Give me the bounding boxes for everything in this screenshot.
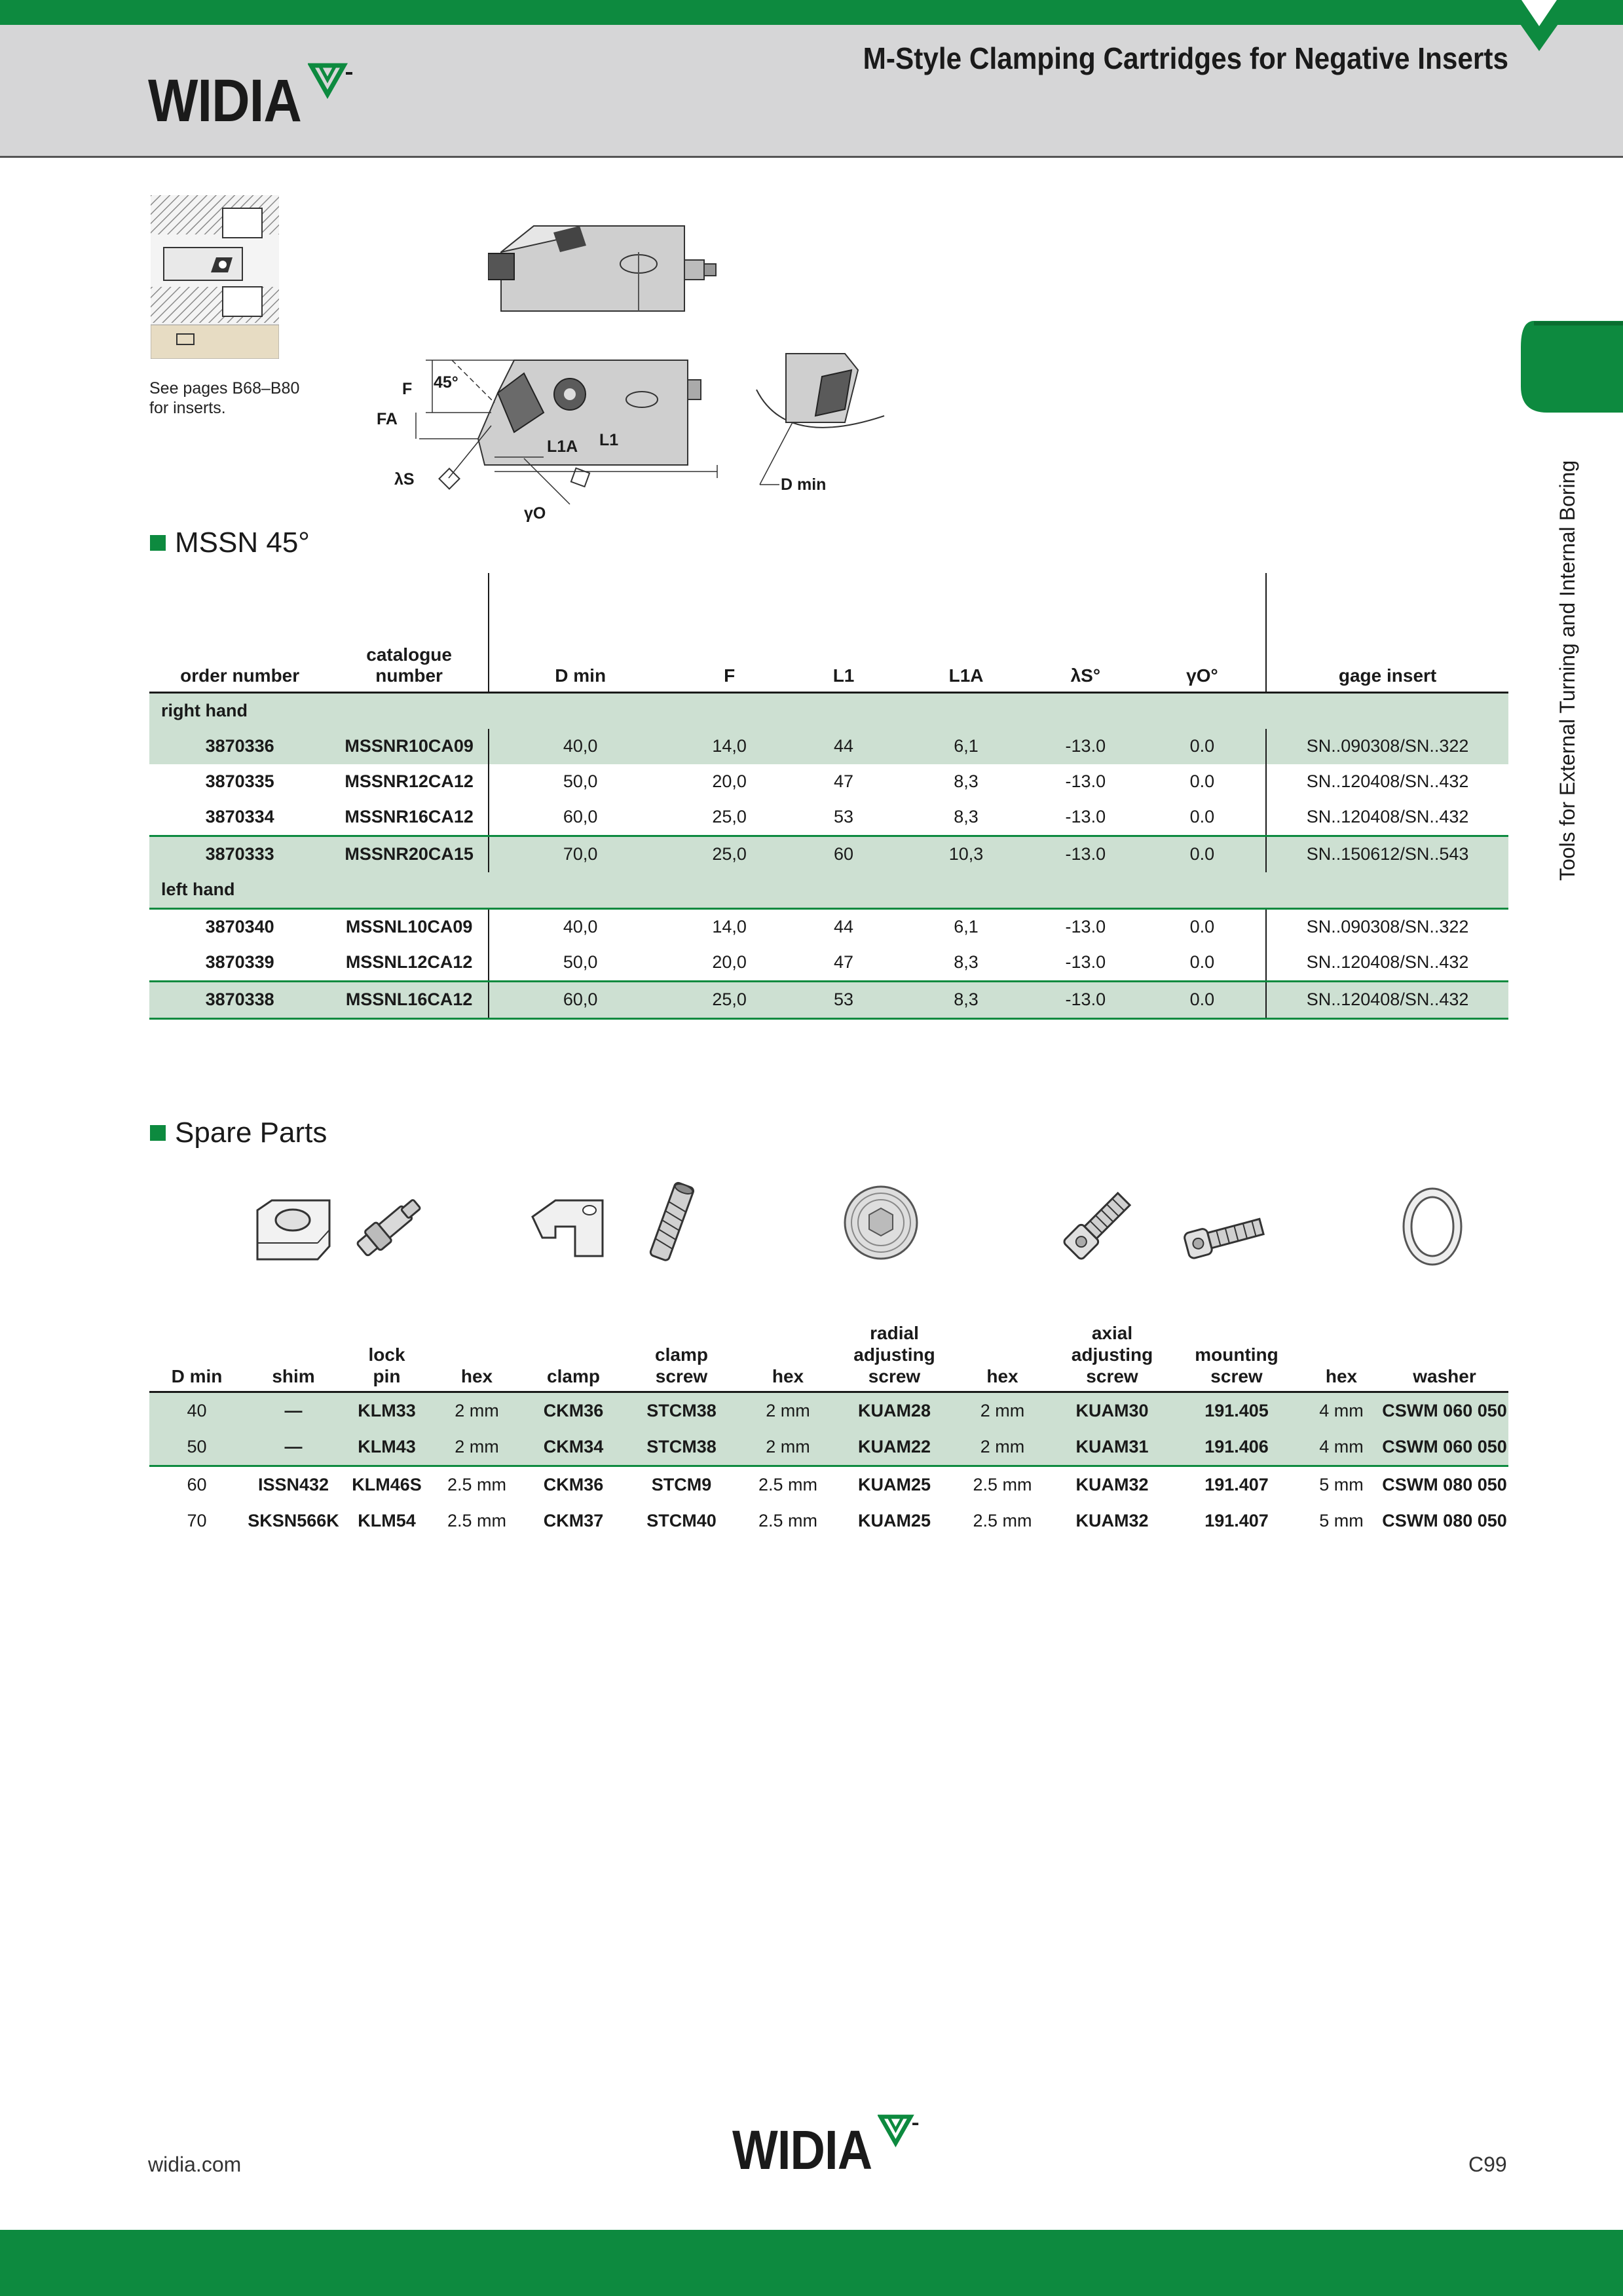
col-lambda-s: λS° [1070, 665, 1101, 686]
section-heading: Spare Parts [175, 1117, 327, 1149]
table-row [149, 1503, 1508, 1539]
lambda-s-value: -13.0 [1065, 807, 1106, 826]
d-min-label: D min [781, 475, 827, 494]
order-number: 3870334 [205, 807, 274, 826]
hex-value: 2 mm [739, 1392, 837, 1429]
footer-website-link[interactable]: widia.com [148, 2153, 242, 2176]
angle-label: 45° [434, 373, 458, 392]
radial-screw-value: KUAM25 [857, 1474, 931, 1494]
l1a-value: 8,3 [954, 807, 979, 826]
col-radial-adjusting-screw [837, 1316, 952, 1392]
col-mounting-screw [1171, 1316, 1302, 1392]
l1a-value: 10,3 [900, 836, 1032, 872]
lambda-s-value: -13.0 [1032, 836, 1139, 872]
hex-value: 2.5 mm [973, 1510, 1032, 1530]
table-row [149, 908, 1508, 945]
table-row [149, 1429, 1508, 1466]
lock-pin-value: KLM43 [343, 1429, 431, 1466]
col-gamma-o: γO° [1186, 665, 1218, 686]
order-number: 3870340 [205, 917, 274, 936]
washer-icon [1398, 1184, 1467, 1269]
group-row-left-hand [149, 872, 1508, 909]
section-title-spare-parts [150, 1117, 327, 1149]
hex-value: 2 mm [431, 1429, 523, 1466]
order-number: 3870339 [205, 952, 274, 972]
gamma-o-value: 0.0 [1189, 807, 1215, 826]
hex-value: 2.5 mm [973, 1474, 1032, 1494]
widia-triangle-icon [878, 2112, 920, 2154]
washer-value: CSWM 080 050 [1382, 1474, 1507, 1494]
hex-value: 5 mm [1319, 1474, 1364, 1494]
cartridge-3d-figure [488, 213, 730, 318]
l1a-value: 6,1 [900, 729, 1032, 764]
gage-insert-value: SN..120408/SN..432 [1266, 981, 1508, 1018]
lambda-s-value: -13.0 [1032, 981, 1139, 1018]
mounting-screw-value: 191.407 [1204, 1474, 1269, 1494]
shim-value: ISSN432 [257, 1474, 329, 1494]
hex-value: 2 mm [952, 1429, 1053, 1466]
cartridge-table [149, 573, 1508, 1020]
clamp-icon [529, 1197, 608, 1263]
col-d-min: D min [171, 1365, 223, 1386]
col-d-min: D min [489, 573, 671, 692]
gamma-o-value: 0.0 [1139, 836, 1266, 872]
dimension-l1a-label: L1A [547, 437, 578, 456]
hex-value: 4 mm [1302, 1429, 1381, 1466]
catalogue-number: MSSNR12CA12 [345, 771, 474, 791]
gage-insert-value: SN..150612/SN..543 [1266, 836, 1508, 872]
col-hex: hex [986, 1365, 1018, 1386]
lambda-s-value: -13.0 [1065, 952, 1106, 972]
mounting-screw-value: 191.405 [1171, 1392, 1302, 1429]
l1-value: 44 [834, 917, 854, 936]
gage-insert-value: SN..120408/SN..432 [1266, 945, 1508, 982]
f-value: 20,0 [712, 771, 747, 791]
header-line: lock [368, 1344, 405, 1365]
hex-value: 4 mm [1302, 1392, 1381, 1429]
d-min-value: 50,0 [489, 945, 671, 982]
col-l1: L1 [832, 665, 855, 686]
side-tab-marker [1521, 321, 1623, 413]
d-min-value: 40,0 [489, 729, 671, 764]
side-section-label: Tools for External Turning and Internal Boring [1556, 460, 1579, 881]
d-min-value: 70,0 [489, 836, 671, 872]
gamma-o-value: 0.0 [1189, 952, 1215, 972]
gage-insert-value: SN..120408/SN..432 [1266, 800, 1508, 836]
widia-triangle-icon [308, 60, 354, 106]
axial-screw-value: KUAM32 [1075, 1510, 1149, 1530]
shim-value: SKSN566K [248, 1510, 339, 1530]
radial-screw-value: KUAM28 [837, 1392, 952, 1429]
clamp-screw-icon [645, 1177, 698, 1266]
hex-value: 2.5 mm [447, 1474, 507, 1494]
mounting-screw-value: 191.406 [1171, 1429, 1302, 1466]
hex-value: 2.5 mm [447, 1510, 507, 1530]
lock-pin-value: KLM33 [343, 1392, 431, 1429]
shim-value: — [244, 1392, 343, 1429]
clamp-screw-value: STCM9 [651, 1474, 712, 1494]
table-row [149, 800, 1508, 836]
gamma-o-value: 0.0 [1139, 729, 1266, 764]
group-row-right-hand [149, 692, 1508, 729]
l1-value: 44 [787, 729, 900, 764]
section-title-mssn [150, 527, 310, 559]
order-number: 3870338 [149, 981, 330, 1018]
gamma-o-value: 0.0 [1139, 981, 1266, 1018]
footer-brand-wordmark: WIDIA [732, 2119, 872, 2181]
d-min-value: 60 [187, 1474, 207, 1494]
lambda-s-value: -13.0 [1065, 771, 1106, 791]
col-axial-adjusting-screw [1053, 1316, 1171, 1392]
table-row [149, 981, 1508, 1018]
catalogue-number: MSSNR16CA12 [345, 807, 474, 826]
col-catalogue-number: catalogue number [366, 644, 452, 686]
l1-value: 53 [834, 807, 854, 826]
header-line: screw [1086, 1365, 1138, 1386]
d-min-value: 70 [187, 1510, 207, 1530]
lambda-s-value: -13.0 [1032, 729, 1139, 764]
l1-value: 60 [787, 836, 900, 872]
washer-value: CSWM 060 050 [1381, 1392, 1508, 1429]
catalogue-number: MSSNR10CA09 [330, 729, 489, 764]
col-l1a: L1A [948, 665, 984, 686]
header-line: clamp [655, 1344, 708, 1365]
lock-pin-value: KLM54 [358, 1510, 416, 1530]
catalogue-number: MSSNL16CA12 [330, 981, 489, 1018]
d-min-value: 40 [149, 1392, 244, 1429]
header-line: screw [655, 1365, 708, 1386]
hex-value: 2.5 mm [758, 1510, 818, 1530]
header-line: axial [1091, 1322, 1133, 1343]
col-gage-insert: gage insert [1266, 573, 1508, 692]
d-min-value: 60,0 [489, 800, 671, 836]
dimension-l1-label: L1 [599, 431, 619, 449]
spare-parts-table [149, 1316, 1508, 1539]
washer-value: CSWM 080 050 [1382, 1510, 1507, 1530]
shim-value: — [244, 1429, 343, 1466]
gamma-o-value: 0.0 [1189, 917, 1215, 936]
l1-value: 53 [787, 981, 900, 1018]
catalogue-number: MSSNL10CA09 [345, 917, 473, 936]
hex-value: 5 mm [1319, 1510, 1364, 1530]
washer-value: CSWM 060 050 [1381, 1429, 1508, 1466]
gage-insert-value: SN..090308/SN..322 [1266, 908, 1508, 945]
col-shim: shim [272, 1365, 315, 1386]
header-line: mounting [1195, 1344, 1278, 1365]
col-clamp: clamp [547, 1365, 600, 1386]
page-number: C99 [1468, 2153, 1507, 2176]
lock-pin-icon [347, 1184, 432, 1269]
group-label: left hand [149, 872, 1508, 909]
hex-value: 2 mm [739, 1429, 837, 1466]
order-number: 3870335 [205, 771, 274, 791]
shim-icon [252, 1197, 334, 1263]
lambda-s-label: λS [394, 470, 415, 489]
table-row [149, 836, 1508, 872]
section-heading: MSSN 45° [175, 527, 310, 559]
top-green-bar [0, 0, 1623, 25]
l1a-value: 8,3 [954, 952, 979, 972]
d-min-figure [747, 350, 897, 498]
radial-screw-value: KUAM22 [837, 1429, 952, 1466]
axial-screw-value: KUAM31 [1053, 1429, 1171, 1466]
axial-adjusting-screw-icon [1054, 1182, 1143, 1267]
footer-logo [732, 2112, 920, 2179]
f-value: 25,0 [671, 981, 787, 1018]
table-row [149, 764, 1508, 800]
note-line-2: for inserts. [149, 399, 226, 417]
green-square-bullet-icon [150, 535, 166, 551]
boring-bar-section-figure [151, 195, 279, 359]
col-washer: washer [1413, 1365, 1476, 1386]
hex-value: 2 mm [952, 1392, 1053, 1429]
d-min-value: 50,0 [489, 764, 671, 800]
header-line: radial [870, 1322, 919, 1343]
col-lock-pin [343, 1316, 431, 1392]
green-square-bullet-icon [150, 1125, 166, 1141]
table-row [149, 729, 1508, 764]
col-hex: hex [772, 1365, 804, 1386]
radial-adjusting-screw-icon [840, 1182, 922, 1264]
clamp-value: CKM36 [543, 1474, 604, 1494]
header-line: adjusting [1071, 1344, 1153, 1365]
f-value: 25,0 [712, 807, 747, 826]
axial-screw-value: KUAM30 [1053, 1392, 1171, 1429]
f-value: 14,0 [712, 917, 747, 936]
l1-value: 47 [834, 771, 854, 791]
f-value: 14,0 [671, 729, 787, 764]
catalogue-number: MSSNL12CA12 [345, 952, 473, 972]
insert-reference-note [149, 379, 299, 418]
catalogue-number: MSSNR20CA15 [330, 836, 489, 872]
d-min-value: 40,0 [489, 908, 671, 945]
gamma-o-label: γO [524, 504, 546, 523]
note-line-1: See pages B68–B80 [149, 379, 300, 398]
clamp-value: CKM37 [543, 1510, 604, 1530]
order-number: 3870336 [149, 729, 330, 764]
col-clamp-screw [624, 1316, 739, 1392]
col-f: F [724, 665, 736, 686]
lambda-s-value: -13.0 [1065, 917, 1106, 936]
table-row [149, 1392, 1508, 1429]
table-row [149, 1466, 1508, 1503]
brand-wordmark: WIDIA [148, 67, 301, 134]
hex-value: 2.5 mm [758, 1474, 818, 1494]
col-order-number: order number [180, 665, 300, 686]
col-hex: hex [460, 1365, 493, 1386]
lock-pin-value: KLM46S [352, 1474, 422, 1494]
f-value: 20,0 [712, 952, 747, 972]
clamp-screw-value: STCM40 [646, 1510, 717, 1530]
header-logo [148, 60, 354, 132]
mounting-screw-value: 191.407 [1204, 1510, 1269, 1530]
header-line: pin [373, 1365, 401, 1386]
order-number: 3870333 [149, 836, 330, 872]
clamp-screw-value: STCM38 [624, 1392, 739, 1429]
dimension-f-label: F [402, 380, 413, 398]
hex-value: 2 mm [431, 1392, 523, 1429]
l1-value: 47 [834, 952, 854, 972]
page-title: M-Style Clamping Cartridges for Negative Inserts [863, 41, 1508, 75]
dimension-drawing-figure [373, 347, 734, 530]
l1a-value: 8,3 [954, 771, 979, 791]
table-row [149, 945, 1508, 982]
header-line: screw [868, 1365, 921, 1386]
corner-chevron-icon [1503, 0, 1575, 52]
l1a-value: 8,3 [900, 981, 1032, 1018]
col-hex: hex [1325, 1365, 1358, 1386]
gage-insert-value: SN..090308/SN..322 [1266, 729, 1508, 764]
d-min-value: 60,0 [489, 981, 671, 1018]
clamp-value: CKM36 [523, 1392, 624, 1429]
clamp-value: CKM34 [523, 1429, 624, 1466]
f-value: 25,0 [671, 836, 787, 872]
dimension-fa-label: FA [377, 410, 398, 428]
radial-screw-value: KUAM25 [857, 1510, 931, 1530]
bottom-green-bar [0, 2230, 1623, 2296]
header-line: adjusting [853, 1344, 935, 1365]
gage-insert-value: SN..120408/SN..432 [1266, 764, 1508, 800]
l1a-value: 6,1 [954, 917, 979, 936]
mounting-screw-icon [1182, 1207, 1267, 1266]
d-min-value: 50 [149, 1429, 244, 1466]
header-line: screw [1210, 1365, 1263, 1386]
axial-screw-value: KUAM32 [1075, 1474, 1149, 1494]
group-label: right hand [149, 692, 1508, 729]
clamp-screw-value: STCM38 [624, 1429, 739, 1466]
gamma-o-value: 0.0 [1189, 771, 1215, 791]
